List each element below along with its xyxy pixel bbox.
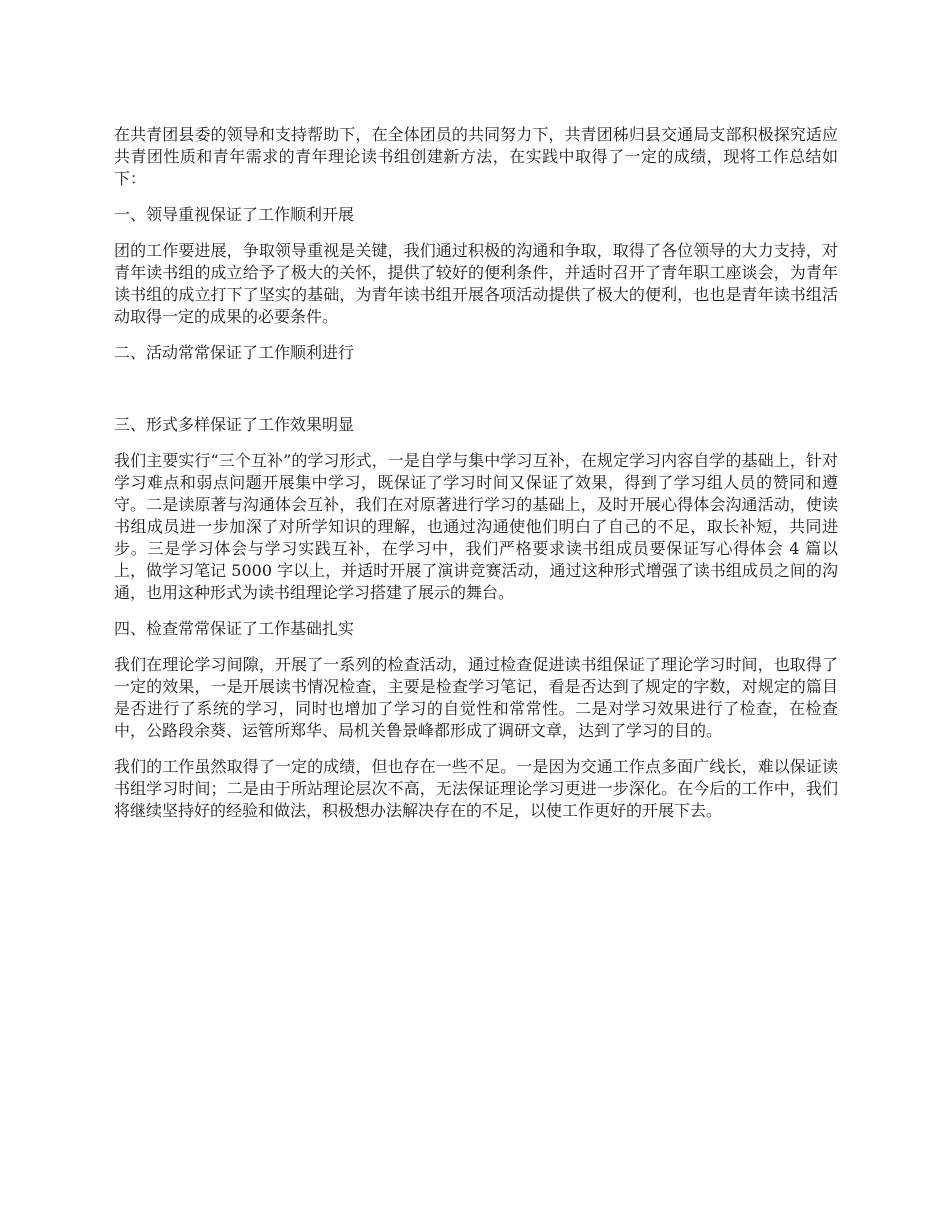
section-4-heading: 四、检查常常保证了工作基础扎实 — [114, 619, 355, 638]
section-4-paragraph: 我们在理论学习间隙，开展了一系列的检查活动，通过检查促进读书组保证了理论学习时间，也取得了一定的效果，一是开展读书情况检查，主要是检查学习笔记，看是否达到了规定的字数，对规定的篇目是否进行了系统的学习，同时也增加了学习的自觉性和常常性。二是对学习效果进行了检查，在检查中，公路段余葵、运管所郑华、局机关鲁景峰都形成了调研文章，达到了学习的目的。 — [114, 655, 838, 740]
blank-space — [114, 378, 838, 414]
section-1-paragraph: 团的工作要进展，争取领导重视是关键，我们通过积极的沟通和争取，取得了各位领导的大力支持，对青年读书组的成立给予了极大的关怀，提供了较好的便利条件，并适时召开了青年职工座谈会，为青年读书组的成立打下了坚实的基础，为青年读书组开展各项活动提供了极大的便利，也也是青年读书组活动取得一定的成果的必要条件。 — [114, 241, 838, 326]
conclusion-paragraph: 我们的工作虽然取得了一定的成绩，但也存在一些不足。一是因为交通工作点多面广线长，难以保证读书组学习时间；二是由于所站理论层次不高，无法保证理论学习更进一步深化。在今后的工作中，我们将继续坚持好的经验和做法，积极想办法解决存在的不足，以使工作更好的开展下去。 — [114, 757, 838, 820]
document-page — [114, 124, 838, 836]
section-3-heading: 三、形式多样保证了工作效果明显 — [114, 415, 355, 434]
section-3-paragraph: 我们主要实行“三个互补”的学习形式，一是自学与集中学习互补，在规定学习内容自学的基础上，针对学习难点和弱点问题开展集中学习，既保证了学习时间又保证了效果，得到了学习组人员的赞同和遵守。二是读原著与沟通体会互补，我们在对原著进行学习的基础上，及时开展心得体会沟通活动，使读书组成员进一步加深了对所学知识的理解，也通过沟通使他们明白了自己的不足，取长补短，共同进步。三是学习体会与学习实践互补，在学习中，我们严格要求读书组成员要保证写心得体会 4 篇以上，做学习笔记 5000 字以上，并适时开展了演讲竞赛活动，通过这种形式增强了读书组成员之间的沟通，也用这种形式为读书组理论学习搭建了展示的舞台。 — [114, 451, 838, 602]
section-1-heading: 一、领导重视保证了工作顺利开展 — [114, 205, 355, 224]
section-2-heading: 二、活动常常保证了工作顺利进行 — [114, 343, 355, 362]
intro-paragraph: 在共青团县委的领导和支持帮助下，在全体团员的共同努力下，共青团秭归县交通局支部积极探究适应共青团性质和青年需求的青年理论读书组创建新方法，在实践中取得了一定的成绩，现将工作总结如下： — [114, 125, 838, 188]
